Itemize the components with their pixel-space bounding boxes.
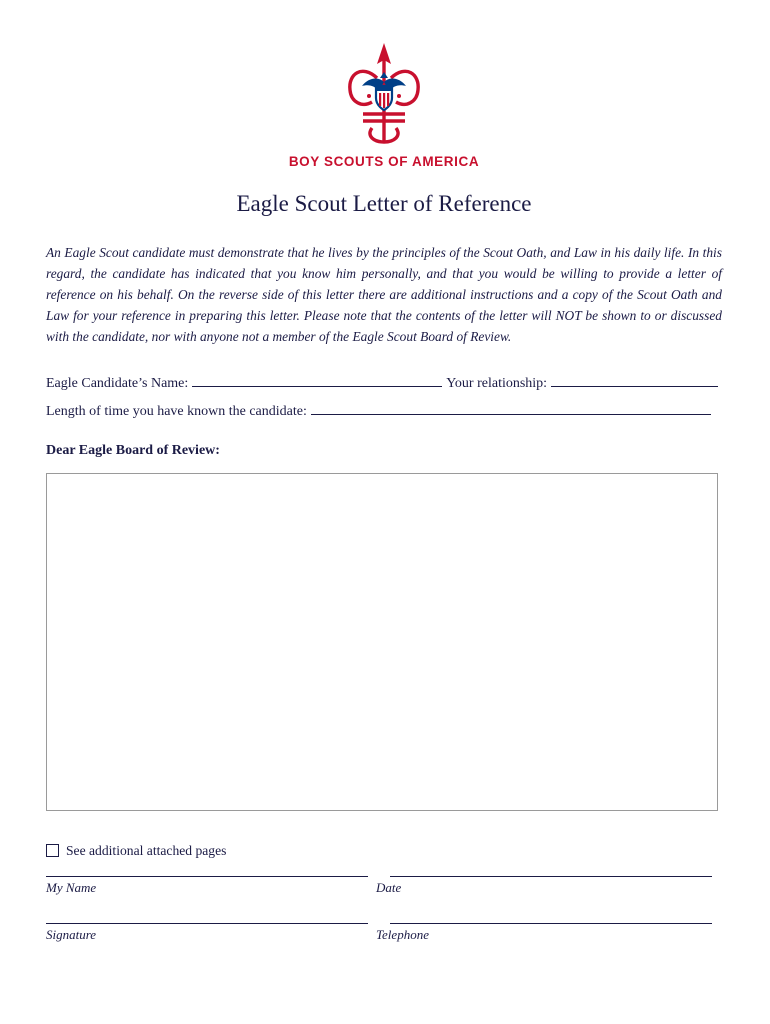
candidate-name-label: Eagle Candidate’s Name: [46, 375, 189, 391]
letter-body-textarea[interactable] [46, 473, 718, 811]
additional-pages-label: See additional attached pages [66, 842, 227, 858]
signature-label: Signature [46, 926, 97, 942]
name-date-rule-row [46, 875, 712, 877]
relationship-label: Your relationship: [446, 375, 548, 391]
length-known-label: Length of time you have known the candidate: [46, 404, 307, 420]
intro-paragraph: An Eagle Scout candidate must demonstrate that he lives by the principles of the Scout Oath, and Law in his daily life. In this regard, the candidate has indicated that you know him personally, and that you would be willing to provide a letter of reference on his behalf. On the reverse side of this letter there are additional instructions and a copy of the Scout Oath and Law for your reference in preparing this letter. Please note that the contents of the letter will NOT be shown to or discussed with the candidate, nor with anyone not a member of the Eagle Scout Board of Review. [46, 245, 722, 344]
fields-section [46, 370, 722, 427]
my-name-input[interactable] [46, 875, 368, 877]
length-known-input[interactable] [311, 402, 711, 415]
my-name-label: My Name [46, 879, 97, 895]
logo-wordmark: BOY SCOUTS OF AMERICA [288, 154, 480, 169]
date-label: Date [376, 879, 402, 895]
document-content [46, 34, 722, 943]
logo-block [46, 38, 722, 169]
length-known-row [46, 398, 722, 427]
signature-telephone-label-row [46, 927, 712, 943]
signature-spacer [46, 896, 722, 922]
salutation: Dear Eagle Board of Review: [46, 442, 220, 458]
page-title: Eagle Scout Letter of Reference [236, 191, 532, 216]
additional-pages-checkbox[interactable] [46, 844, 59, 857]
signature-input[interactable] [46, 922, 368, 924]
date-input[interactable] [390, 875, 712, 877]
signature-telephone-rule-row [46, 922, 712, 924]
candidate-name-input[interactable] [192, 374, 442, 387]
relationship-input[interactable] [551, 374, 718, 387]
telephone-input[interactable] [390, 922, 712, 924]
additional-pages-row [46, 843, 722, 859]
candidate-name-row [46, 370, 722, 399]
telephone-label: Telephone [376, 926, 429, 942]
name-date-label-row [46, 880, 712, 896]
boy-scouts-fleur-de-lis-eagle-emblem-icon [336, 38, 432, 150]
signature-block [46, 875, 722, 943]
